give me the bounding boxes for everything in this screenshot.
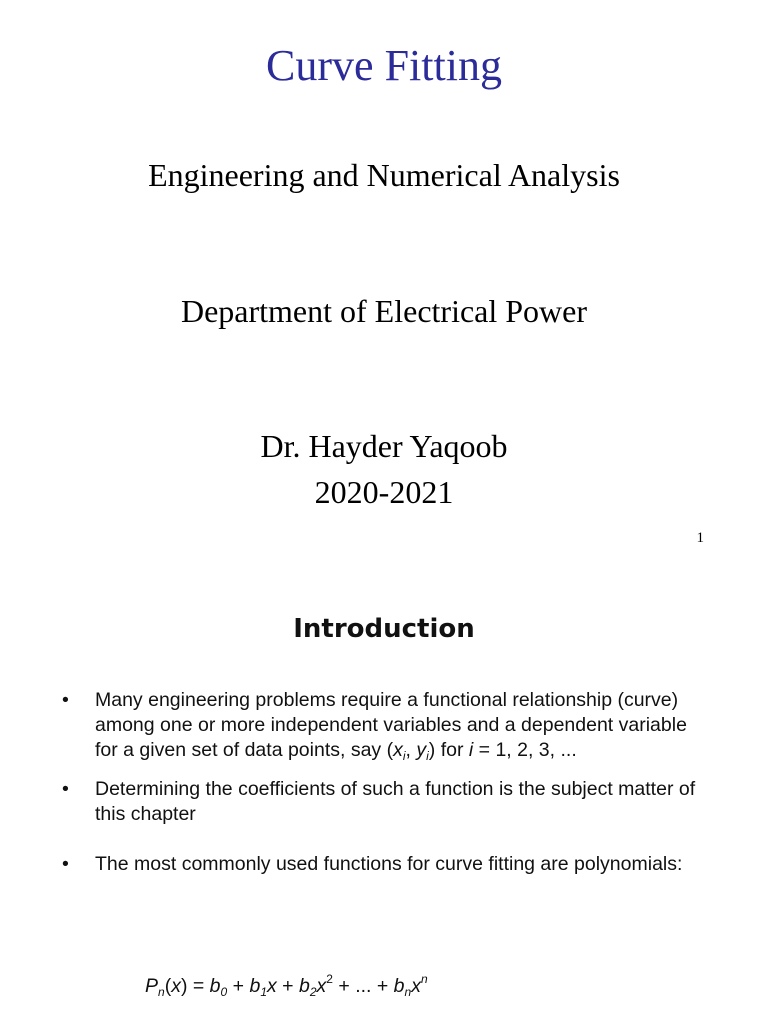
- eq-b0-sub: 0: [220, 985, 228, 999]
- eq-n-sub: n: [158, 985, 165, 999]
- author-name: Dr. Hayder Yaqoob: [260, 428, 508, 464]
- var-x: x: [393, 739, 403, 761]
- eq-plus: +: [227, 975, 250, 997]
- bullet-marker: •: [62, 853, 69, 875]
- sub-i: i: [426, 749, 429, 763]
- department-name: Department of Electrical Power: [180, 293, 588, 329]
- section-heading: Introduction: [293, 614, 475, 644]
- eq-xn-sup: n: [420, 972, 428, 986]
- eq-x-arg: x: [171, 975, 181, 997]
- eq-b0: b: [209, 975, 221, 997]
- eq-b2-sub: 2: [309, 985, 317, 999]
- bullet-text: The most commonly used functions for curve fitting are polynomials:: [95, 853, 683, 875]
- eq-x1: x: [267, 975, 277, 997]
- page-number: 1: [696, 530, 704, 546]
- close-paren: ) for: [428, 739, 469, 761]
- introduction-slide: [0, 580, 768, 1024]
- eq-x2: x: [316, 975, 327, 997]
- bullet-text-tail: = 1, 2, 3, ...: [473, 739, 577, 761]
- eq-b1: b: [249, 975, 261, 997]
- eq-plus: +: [276, 975, 299, 997]
- polynomial-equation: [145, 972, 428, 999]
- bullet-item: [62, 688, 702, 769]
- bullet-text: Many engineering problems require a functional relationship (curve) among one or more independent variables and a dependent variable for a given set of data points, say (: [95, 689, 687, 761]
- comma: ,: [405, 739, 417, 761]
- eq-b1-sub: 1: [260, 985, 267, 999]
- eq-bn-sub: n: [404, 985, 412, 999]
- var-y: y: [416, 739, 427, 761]
- slide-title: Curve Fitting: [266, 41, 502, 90]
- eq-open: (: [164, 975, 172, 997]
- bullet-list: [62, 688, 702, 877]
- sub-i: i: [402, 749, 406, 763]
- academic-year: 2020-2021: [314, 474, 454, 510]
- bullet-item: [62, 852, 702, 877]
- eq-ellipsis: + ... +: [332, 975, 394, 997]
- eq-b2: b: [298, 975, 310, 997]
- eq-P: P: [145, 975, 159, 997]
- eq-bn: b: [393, 975, 405, 997]
- bullet-text: Determining the coefficients of such a function is the subject matter of this chapter: [95, 778, 696, 825]
- course-name: Engineering and Numerical Analysis: [148, 157, 620, 193]
- eq-x2-sup: 2: [326, 972, 333, 986]
- bullet-marker: •: [62, 689, 69, 711]
- eq-close: ) =: [180, 975, 210, 997]
- eq-xn: x: [411, 975, 421, 997]
- bullet-item: [62, 777, 702, 827]
- bullet-marker: •: [62, 778, 69, 800]
- var-i: i: [468, 739, 474, 761]
